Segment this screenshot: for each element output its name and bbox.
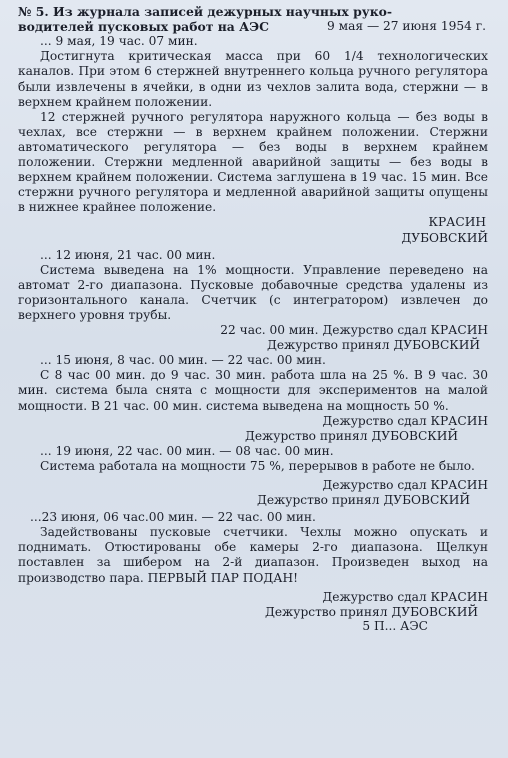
entry-2-paragraph-1: Система выведена на 1% мощности. Управление переведено на автомат 2-го диапазона. Пусковые добавочные средства удалены из горизонтального канала. Счетчик (с интегратором) извлечен до верхнего уровня трубы.	[18, 262, 488, 322]
entry-4-signature-1: Дежурство сдал КРАСИН	[322, 478, 488, 492]
entry-2-date: ... 12 июня, 21 час. 00 мин.	[40, 247, 216, 262]
entry-3-date: ... 15 июня, 8 час. 00 мин. — 22 час. 00 мин.	[40, 353, 326, 368]
entry-1-signature-2: ДУБОВСКИЙ	[401, 230, 488, 245]
entry-5-signature-1: Дежурство сдал КРАСИН	[322, 589, 488, 604]
entry-3-signature-1: Дежурство сдал КРАСИН	[322, 413, 488, 428]
entry-1-paragraph-1: Достигнута критическая масса при 60 1/4 технологических каналов. При этом 6 стержней внутреннего кольца ручного регулятора были извлечены в ячейки, в одни из чехлов залита вода, стержни — в верхнем крайнем положении.	[18, 49, 488, 109]
entry-5-signature-2: Дежурство принял ДУБОВСКИЙ	[264, 604, 478, 619]
entry-2-signature-2: Дежурство принял ДУБОВСКИЙ	[266, 338, 480, 353]
document-header-line1: № 5. Из журнала записей дежурных научных руко-	[18, 4, 393, 19]
journal-document	[18, 4, 488, 633]
entry-2-signature-1: 22 час. 00 мин. Дежурство сдал КРАСИН	[220, 323, 488, 338]
entry-3-paragraph-1: С 8 час 00 мин. до 9 час. 30 мин. работа шла на 25 %. В 9 час. 30 мин. система была снята с мощности для экспериментов на малой мощности. В 21 час. 00 мин. система выведена на мощность 50 %.	[18, 368, 488, 413]
entry-5-date: ...23 июня, 06 час.00 мин. — 22 час. 00 мин.	[30, 510, 316, 525]
entry-1-paragraph-2: 12 стержней ручного регулятора наружного кольца — без воды в чехлах, все стержни — в верхнем крайнем положении. Стержни автоматического регулятора — без воды в верхнем крайнем положении. Стержни медленной аварийной защиты — без воды в верхнем крайнем положении. Система заглушена в 19 час. 15 мин. Все стержни ручного регулятора и медленной аварийной защиты опущены в нижнее крайнее положение.	[18, 109, 488, 215]
entry-4-date: ... 19 июня, 22 час. 00 мин. — 08 час. 00 мин.	[40, 443, 334, 458]
entry-1-date: ... 9 мая, 19 час. 07 мин.	[40, 34, 198, 49]
entry-3-signature-2: Дежурство принял ДУБОВСКИЙ	[244, 428, 458, 443]
entry-5-paragraph-1: Задействованы пусковые счетчики. Чехлы можно опускать и поднимать. Отюстированы обе камеры 2-го диапазона. Щелкун поставлен за шибером на 2-й диапазон. Произведен выход на производство пара. ПЕРВЫЙ ПАР ПОДАН!	[18, 525, 488, 585]
document-date-range: 9 мая — 27 июня 1954 г.	[327, 19, 486, 34]
entry-4-paragraph-1: Система работала на мощности 75 %, перерывов в работе не было.	[40, 458, 475, 473]
entry-4-signature-2: Дежурство принял ДУБОВСКИЙ	[256, 493, 470, 508]
entry-1-signature-1: КРАСИН	[428, 215, 486, 230]
document-header-line2: водителей пусковых работ на АЭС	[18, 19, 269, 35]
footer-fragment: 5 П... АЭС	[362, 618, 428, 633]
